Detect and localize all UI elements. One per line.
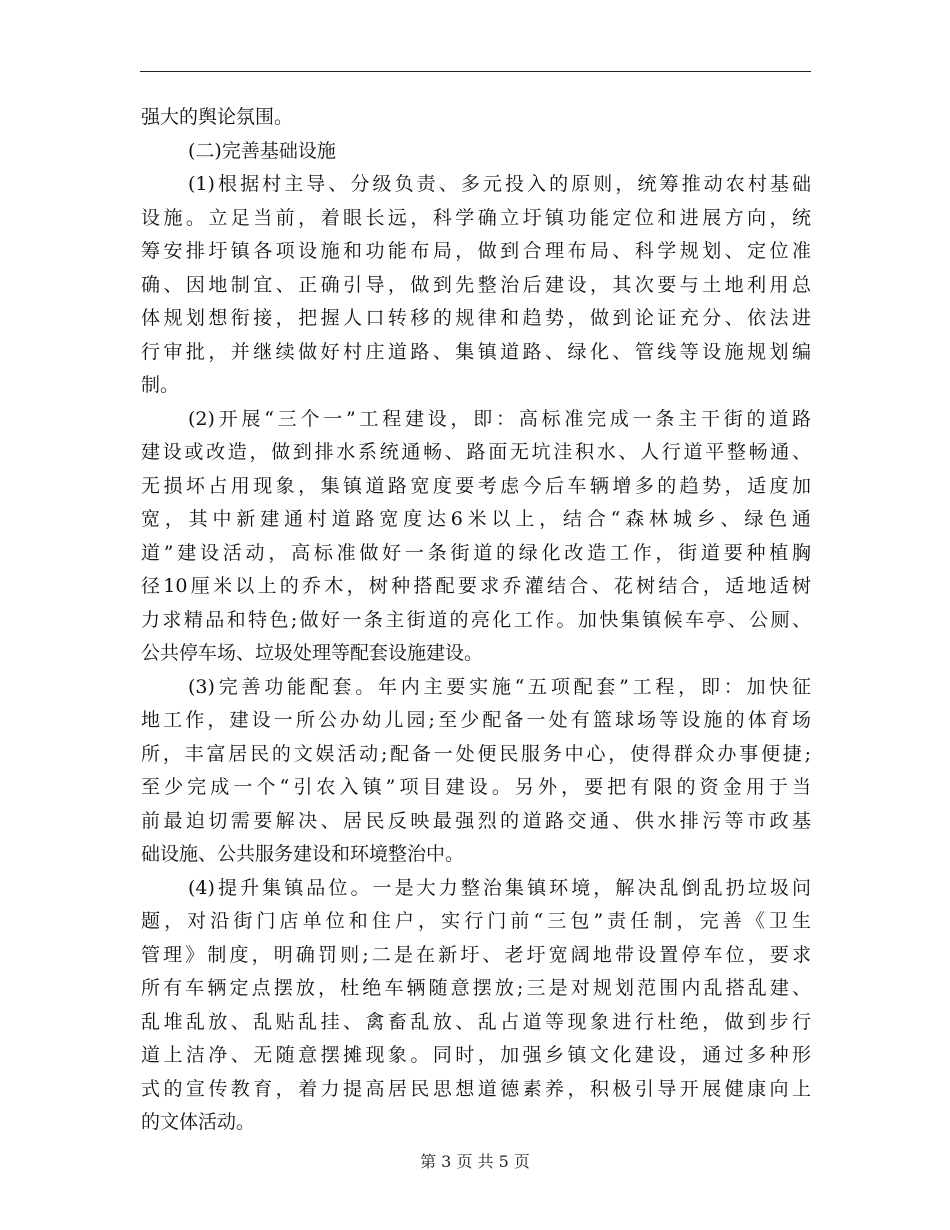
text-line: 所有车辆定点摆放，杜绝车辆随意摆放;三是对规划范围内乱搭乱建、 bbox=[141, 977, 811, 999]
text-line: 管理》制度，明确罚则;二是在新圩、老圩宽阔地带设置停车位，要求 bbox=[141, 943, 811, 966]
text-line: 体规划想衔接，把握人口转移的规律和趋势，做到论证充分、依法进 bbox=[141, 307, 811, 329]
text-line: (二)完善基础设施 bbox=[188, 139, 336, 162]
text-line: 道”建设活动，高标准做好一条街道的绿化改造工作，街道要种植胸 bbox=[141, 541, 811, 564]
header-rule bbox=[140, 71, 811, 72]
document-body bbox=[141, 101, 811, 1140]
text-line: (3)完善功能配套。年内主要实施“五项配套”工程，即：加快征 bbox=[188, 675, 811, 698]
text-line: 力求精品和特色;做好一条主街道的亮化工作。加快集镇候车亭、公厕、 bbox=[141, 608, 811, 631]
text-line: (2)开展“三个一”工程建设，即：高标准完成一条主干街的道路 bbox=[188, 407, 811, 430]
text-line: 地工作，建设一所公办幼儿园;至少配备一处有篮球场等设施的体育场 bbox=[141, 709, 811, 731]
text-line: 宽，其中新建通村道路宽度达6米以上，结合“森林城乡、绿色通 bbox=[141, 508, 811, 530]
text-line: 确、因地制宜、正确引导，做到先整治后建设，其次要与土地利用总 bbox=[141, 273, 811, 296]
text-line: 无损坏占用现象，集镇道路宽度要考虑今后车辆增多的趋势，适度加 bbox=[141, 474, 811, 497]
text-line: 至少完成一个“引农入镇”项目建设。另外，要把有限的资金用于当 bbox=[141, 776, 811, 798]
page-number-footer: 第 3 页 共 5 页 bbox=[420, 1152, 530, 1171]
text-line: 强大的舆论氛围。 bbox=[141, 106, 294, 128]
text-line: 乱堆乱放、乱贴乱挂、禽畜乱放、乱占道等现象进行杜绝，做到步行 bbox=[141, 1010, 811, 1033]
text-line: 径10厘米以上的乔木，树种搭配要求乔灌结合、花树结合，适地适树 bbox=[141, 575, 811, 597]
text-line: 行审批，并继续做好村庄道路、集镇道路、绿化、管线等设施规划编 bbox=[141, 340, 811, 363]
text-line: 础设施、公共服务建设和环境整治中。 bbox=[141, 843, 465, 865]
text-line: (4)提升集镇品位。一是大力整治集镇环境，解决乱倒乱扔垃圾问 bbox=[188, 876, 811, 899]
text-line: 建设或改造，做到排水系统通畅、路面无坑洼积水、人行道平整畅通、 bbox=[141, 441, 811, 463]
text-line: 式的宣传教育，着力提高居民思想道德素养，积极引导开展健康向上 bbox=[141, 1077, 811, 1100]
text-line: (1)根据村主导、分级负责、多元投入的原则，统筹推动农村基础 bbox=[188, 173, 811, 195]
text-line: 筹安排圩镇各项设施和功能布局，做到合理布局、科学规划、定位准 bbox=[141, 240, 811, 262]
text-line: 道上洁净、无随意摆摊现象。同时，加强乡镇文化建设，通过多种形 bbox=[141, 1044, 811, 1066]
text-line: 公共停车场、垃圾处理等配套设施建设。 bbox=[141, 642, 484, 664]
text-line: 所，丰富居民的文娱活动;配备一处便民服务中心，使得群众办事便捷; bbox=[141, 742, 811, 765]
text-line: 制。 bbox=[141, 374, 180, 396]
text-line: 前最迫切需要解决、居民反映最强烈的道路交通、供水排污等市政基 bbox=[141, 809, 811, 832]
text-line: 设施。立足当前，着眼长远，科学确立圩镇功能定位和进展方向，统 bbox=[141, 206, 811, 229]
text-line: 题，对沿街门店单位和住户，实行门前“三包”责任制，完善《卫生 bbox=[141, 910, 811, 932]
text-line: 的文体活动。 bbox=[141, 1111, 256, 1133]
